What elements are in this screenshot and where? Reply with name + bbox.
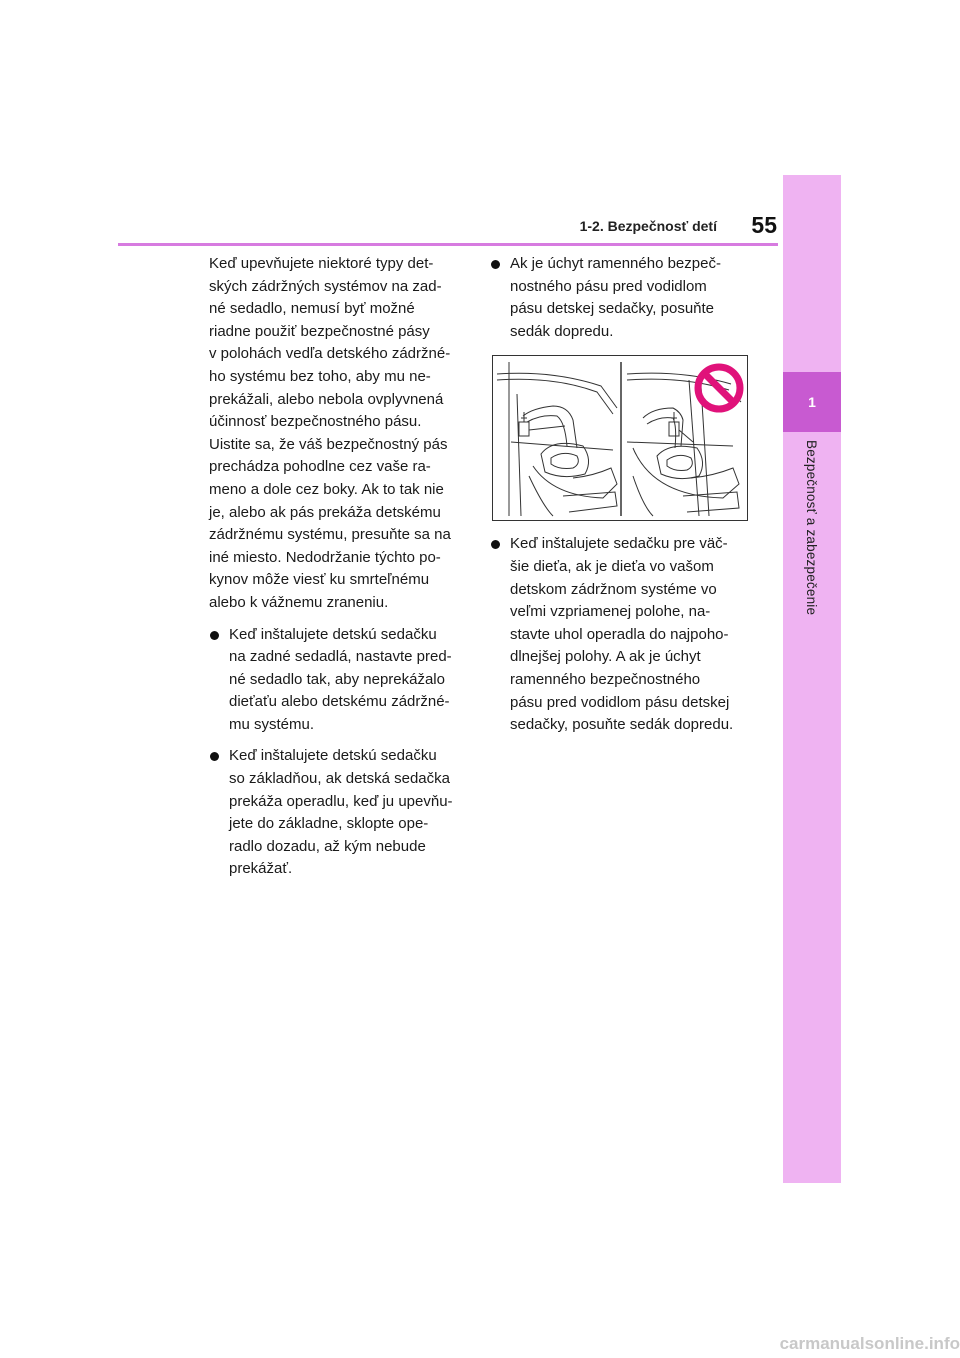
text-line: detskom zádržnom systéme vo xyxy=(510,580,717,598)
bullet-item-shoulder-anchor xyxy=(490,253,760,343)
text-line: zádržnému systému, presuňte sa na xyxy=(209,526,451,544)
text-line: alebo k vážnemu zraneniu. xyxy=(209,593,389,611)
header-divider xyxy=(118,243,778,246)
text-line: v polohách vedľa detského zádržné- xyxy=(209,345,451,363)
watermark: carmanualsonline.info xyxy=(779,1334,960,1353)
text-line: Keď inštalujete detskú sedačku xyxy=(229,747,437,765)
text-line: pásu detskej sedačky, posuňte xyxy=(510,300,715,318)
text-line: Ak je úchyt ramenného bezpeč- xyxy=(510,255,721,272)
prohibition-icon xyxy=(698,367,740,409)
text-line: riadne použiť bezpečnostné pásy xyxy=(209,322,430,340)
text-line: Keď inštalujete sedačku pre väč- xyxy=(510,535,728,553)
text-line: so základňou, ak detská sedačka xyxy=(229,770,450,788)
text-line: nostného pásu pred vodidlom xyxy=(510,277,707,295)
text-line: né sedadlo, nemusí byť možné xyxy=(209,300,415,318)
text-line: Uistite sa, že váš bezpečnostný pás xyxy=(209,435,448,453)
text-line: dieťaťu alebo detskému zádržné- xyxy=(229,693,450,711)
text-line: Keď upevňujete niektoré typy det- xyxy=(209,255,434,272)
intro-paragraph xyxy=(209,253,471,615)
illustration-seat-belt-anchor xyxy=(492,355,748,521)
bullet-item-base-seat xyxy=(209,745,471,881)
text-line: né sedadlo tak, aby neprekážalo xyxy=(229,670,445,688)
text-line: sedačky, posuňte sedák dopredu. xyxy=(510,716,734,734)
text-line: prechádza pohodlne cez vaše ra- xyxy=(209,458,431,476)
text-line: sedák dopredu. xyxy=(510,322,614,340)
text-line: ramenného bezpečnostného xyxy=(510,670,701,688)
text-line: jete do základne, sklopte ope- xyxy=(229,815,429,833)
text-line: na zadné sedadlá, nastavte pred- xyxy=(229,648,452,666)
section-title: 1-2. Bezpečnosť detí xyxy=(579,218,717,234)
text-line: kynov môže viesť ku smrteľnému xyxy=(209,571,430,589)
text-line: meno a dole cez boky. Ak to tak nie xyxy=(209,480,444,498)
text-line: šie dieťa, ak je dieťa vo vašom xyxy=(510,557,714,575)
chapter-title-text: Bezpečnosť a zabezpečenie xyxy=(804,440,819,616)
seat-illustration xyxy=(493,356,746,519)
chapter-side-tab xyxy=(783,175,841,1183)
text-line: veľmi vzpriamenej polohe, na- xyxy=(510,603,711,621)
text-line: prekáža operadlu, keď ju upevňu- xyxy=(229,792,453,810)
bullet-item-front-seat xyxy=(209,624,471,737)
chapter-number-badge: 1 xyxy=(783,372,841,432)
bullet-item-larger-child xyxy=(490,533,760,736)
text-line: je, alebo ak pás prekáža detskému xyxy=(209,503,441,521)
text-line: Keď inštalujete detskú sedačku xyxy=(229,625,437,643)
page-number: 55 xyxy=(751,212,777,238)
text-line: dlnejšej polohy. A ak je úchyt xyxy=(510,648,701,666)
text-line: radlo dozadu, až kým nebude xyxy=(229,837,426,855)
text-line: prekážali, alebo nebola ovplyvnená xyxy=(209,390,444,408)
text-line: iné miesto. Nedodržanie týchto po- xyxy=(209,548,441,566)
right-column xyxy=(490,253,760,746)
text-line: pásu pred vodidlom pásu detskej xyxy=(510,693,730,711)
text-line: prekážať. xyxy=(229,860,293,878)
left-column xyxy=(209,253,471,890)
text-line: ských zádržných systémov na zad- xyxy=(209,277,442,295)
text-line: účinnosť bezpečnostného pásu. xyxy=(209,413,422,431)
text-line: mu systému. xyxy=(229,715,315,733)
text-line: stavte uhol operadla do najpoho- xyxy=(510,625,729,643)
text-line: ho systému bez toho, aby mu ne- xyxy=(209,367,431,385)
